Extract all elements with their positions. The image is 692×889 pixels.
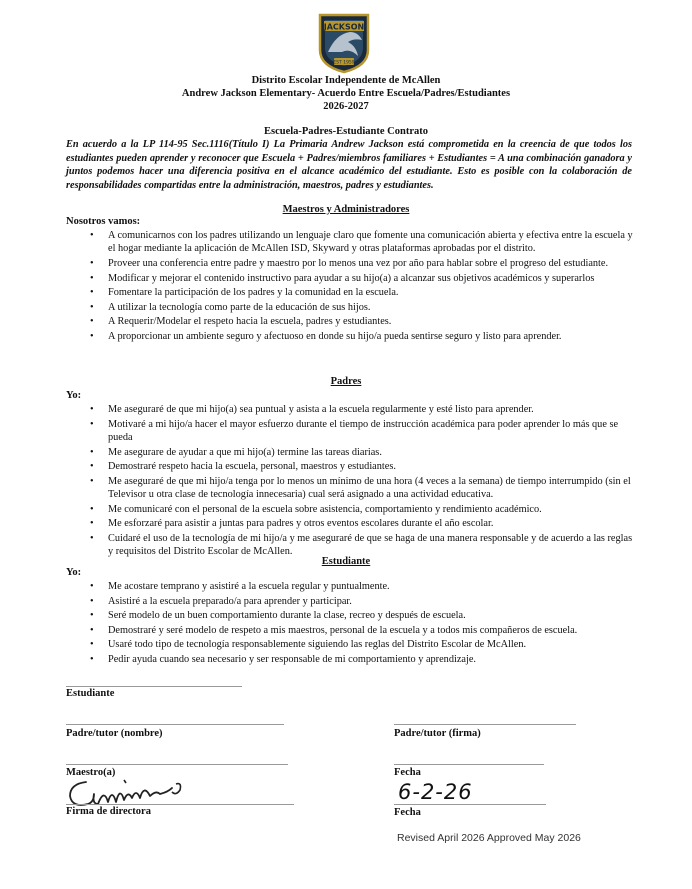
list-item: • Me aseguraré de que mi hijo/a tenga por lo menos un mínimo de una hora (4 veces a la semana) de tiempo interrumpido (sin el Televisor u otra clase de tecnología innecesaria) cual será asignado a una actividad educativa. [90,475,635,502]
section-title-padres: Padres [330,376,362,387]
list-item: • Motivaré a mi hijo/a hacer el mayor esfuerzo durante el tiempo de instrucción académica para poder aprender lo más que se pueda [90,418,635,445]
intro-paragraph: En acuerdo a la LP 114-95 Sec.1116(Título I) La Primaria Andrew Jackson está comprometida en la creencia de que todos los estudiantes pueden aprender y reconocer que Escuela + Padres/miembros familiares + Estudiantes = A una combinación ganadora y juntos podemos hacer una diferencia positiva en el alcance académico del estudiante. Esto es posible con la colaboración de responsabilidades compartidas entre la administración, maestros, padres y estudiantes. [66,139,632,191]
parent-signature-label: Padre/tutor (firma) [394,728,481,739]
list-estudiante [90,580,635,668]
teacher-label: Maestro(a) [66,767,116,778]
revision-footer: Revised April 2026 Approved May 2026 [397,832,581,844]
section-title-estudiante: Estudiante [321,556,371,567]
school-year: 2026-2027 [323,101,369,112]
parent-name-label: Padre/tutor (nombre) [66,728,163,739]
list-item: • Modificar y mejorar el contenido instructivo para ayudar a su hijo(a) a alcanzar sus objetivos académicos y superarlos [90,272,635,285]
principal-signature-line[interactable] [66,804,294,805]
list-item: • Demostraré respeto hacia la escuela, personal, maestros y estudiantes. [90,460,635,473]
list-item: • Demostraré y seré modelo de respeto a mis maestros, personal de la escuela y a todos mis compañeros de escuela. [90,624,635,637]
logo-est: EST 1959 [333,60,355,66]
list-item: • A utilizar la tecnología como parte de la educación de sus hijos. [90,301,635,314]
list-item: • A comunicarnos con los padres utilizando un lenguaje claro que fomente una comunicación abierta y efectiva entre la escuela y el hogar mediante la aplicación de McAllen ISD, Skyward y otras plataformas aprobadas por el distrito. [90,229,635,256]
section-lead-estudiante: Yo: [66,567,82,578]
list-maestros [90,229,635,345]
contract-title: Escuela-Padres-Estudiante Contrato [263,126,428,137]
list-item: • Proveer una conferencia entre padre y maestro por lo menos una vez por año para hablar sobre el progreso del estudiante. [90,257,635,270]
section-title-maestros: Maestros y Administradores [282,204,410,215]
date2-label: Fecha [394,807,421,818]
list-item: • Seré modelo de un buen comportamiento durante la clase, recreo y después de escuela. [90,609,635,622]
parent-signature-line[interactable] [394,724,576,725]
logo-wordmark: JACKSON [323,22,365,32]
list-item: • Me asegurare de ayudar a que mi hijo(a) termine las tareas diarias. [90,446,635,459]
list-item: • A Requerir/Modelar el respeto hacia la escuela, padres y estudiantes. [90,315,635,328]
parent-name-line[interactable] [66,724,284,725]
list-item: • Fomentare la participación de los padres y la comunidad en la escuela. [90,286,635,299]
list-item: • Me aseguraré de que mi hijo(a) sea puntual y asista a la escuela regularmente y esté listo para aprender. [90,403,635,416]
list-item: • Me comunicaré con el personal de la escuela sobre asistencia, comportamiento y rendimiento académico. [90,503,635,516]
date1-label: Fecha [394,767,421,778]
list-padres [90,403,635,560]
section-lead-padres: Yo: [66,390,82,401]
list-item: • Me esforzaré para asistir a juntas para padres y otros eventos escolares durante el año escolar. [90,517,635,530]
list-item: • Usaré todo tipo de tecnología responsablemente siguiendo las reglas del Distrito Escolar de McAllen. [90,638,635,651]
list-item: • A proporcionar un ambiente seguro y afectuoso en donde su hijo/a pueda sentirse seguro y listo para aprender. [90,330,635,343]
date2-line[interactable] [394,804,546,805]
handwritten-date: 6-2-26 [398,780,473,804]
school-logo [316,12,372,74]
school-agreement-title: Andrew Jackson Elementary- Acuerdo Entre Escuela/Padres/Estudiantes [181,88,511,99]
list-item: • Me acostare temprano y asistiré a la escuela regular y puntualmente. [90,580,635,593]
date1-line[interactable] [394,764,544,765]
section-lead-maestros: Nosotros vamos: [66,216,141,227]
student-signature-line[interactable] [66,686,242,687]
principal-label: Firma de directora [66,806,151,817]
list-item: • Pedir ayuda cuando sea necesario y ser responsable de mi comportamiento y aprendizaje. [90,653,635,666]
teacher-line[interactable] [66,764,288,765]
list-item: • Cuidaré el uso de la tecnología de mi hijo/a y me aseguraré de que se haga de una manera responsable y de acuerdo a las reglas y requisitos del Distrito Escolar de McAllen. [90,532,635,559]
student-label: Estudiante [66,688,115,699]
district-name: Distrito Escolar Independente de McAllen [251,75,441,86]
list-item: • Asistiré a la escuela preparado/a para aprender y participar. [90,595,635,608]
